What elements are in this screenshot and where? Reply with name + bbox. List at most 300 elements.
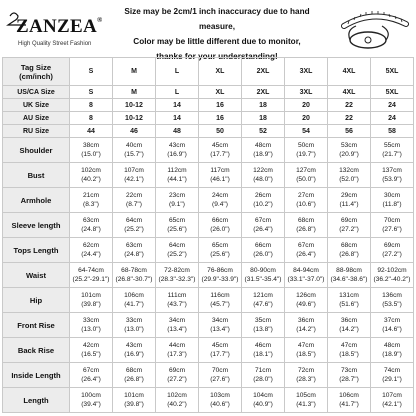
inch-value: (36.2"-40.2")	[373, 276, 411, 283]
cm-value: 62cm	[82, 242, 100, 249]
cm-value: 34cm	[168, 317, 186, 324]
inch-value: (10.2")	[253, 201, 273, 208]
inch-value: (29.9"-33.9")	[201, 276, 239, 283]
inch-value: (26.4")	[81, 376, 101, 383]
table-cell	[70, 138, 113, 163]
row-label: Shoulder	[3, 138, 70, 163]
cm-value: 23cm	[168, 192, 186, 199]
inch-value: (43.7")	[167, 301, 187, 308]
table-cell	[199, 388, 242, 413]
table-cell	[242, 338, 285, 363]
table-cell	[328, 163, 371, 188]
table-cell	[285, 388, 328, 413]
cm-value: 67cm	[297, 242, 315, 249]
cm-value: 74cm	[383, 367, 401, 374]
measurement-row	[3, 163, 414, 188]
measurement-row	[3, 188, 414, 213]
table-cell	[285, 238, 328, 263]
table-cell	[242, 388, 285, 413]
inch-value: (24.8")	[124, 251, 144, 258]
inch-value: (24.8")	[81, 226, 101, 233]
table-cell: 4XL	[328, 58, 371, 86]
row-label: Front Rise	[3, 313, 70, 338]
inch-value: (28.3"-32.3")	[158, 276, 196, 283]
row-label: Length	[3, 388, 70, 413]
cm-value: 122cm	[253, 167, 273, 174]
inch-value: (28.7")	[339, 376, 359, 383]
inch-value: (26.0")	[210, 226, 230, 233]
cm-value: 121cm	[253, 292, 273, 299]
brand-tagline: High Quality Street Fashion	[18, 41, 92, 47]
cm-value: 48cm	[254, 142, 272, 149]
row-label: AU Size	[3, 112, 70, 125]
cm-value: 72-82cm	[164, 267, 190, 274]
row-label: Tops Length	[3, 238, 70, 263]
cm-value: 66cm	[211, 217, 229, 224]
table-cell	[242, 138, 285, 163]
cm-value: 22cm	[125, 192, 143, 199]
inch-value: (26.4")	[296, 251, 316, 258]
inch-value: (51.6")	[339, 301, 359, 308]
cm-value: 107cm	[124, 167, 144, 174]
cm-value: 106cm	[124, 292, 144, 299]
row-label: Bust	[3, 163, 70, 188]
table-cell	[371, 138, 414, 163]
cm-value: 102cm	[167, 392, 187, 399]
table-cell	[242, 363, 285, 388]
table-cell	[70, 363, 113, 388]
inch-value: (42.1")	[124, 176, 144, 183]
inch-value: (25.2"-29.1")	[72, 276, 110, 283]
cm-value: 69cm	[340, 217, 358, 224]
inch-value: (26.8")	[124, 376, 144, 383]
table-cell	[371, 363, 414, 388]
cm-value: 55cm	[383, 142, 401, 149]
table-cell	[371, 188, 414, 213]
table-cell	[199, 363, 242, 388]
cm-value: 45cm	[211, 142, 229, 149]
cm-value: 116cm	[210, 292, 230, 299]
cm-value: 46cm	[254, 342, 272, 349]
cm-value: 101cm	[124, 392, 144, 399]
inch-value: (20.9")	[339, 151, 359, 158]
table-cell	[156, 338, 199, 363]
table-cell: 22	[328, 112, 371, 125]
inch-value: (14.6")	[382, 326, 402, 333]
inch-value: (52.0")	[339, 176, 359, 183]
inch-value: (40.2")	[167, 401, 187, 408]
inch-value: (26.8")	[339, 251, 359, 258]
cm-value: 33cm	[82, 317, 100, 324]
cm-value: 33cm	[125, 317, 143, 324]
cm-value: 76-86cm	[207, 267, 233, 274]
table-cell	[70, 263, 113, 288]
inch-value: (9.4")	[212, 201, 228, 208]
cm-value: 107cm	[382, 392, 402, 399]
inch-value: (13.4")	[210, 326, 230, 333]
table-cell	[156, 388, 199, 413]
table-cell	[199, 313, 242, 338]
table-cell	[328, 213, 371, 238]
inch-value: (46.1")	[210, 176, 230, 183]
table-cell: 8	[70, 112, 113, 125]
inch-value: (39.8")	[124, 401, 144, 408]
table-cell: 10-12	[113, 99, 156, 112]
inch-value: (13.0")	[81, 326, 101, 333]
cm-value: 131cm	[339, 292, 359, 299]
table-cell	[328, 363, 371, 388]
cm-value: 27cm	[297, 192, 315, 199]
table-cell	[371, 213, 414, 238]
brand-name: ZANZEA®	[16, 16, 103, 37]
table-cell: 16	[199, 112, 242, 125]
table-cell	[70, 188, 113, 213]
table-cell: 3XL	[285, 58, 328, 86]
cm-value: 100cm	[81, 392, 101, 399]
inch-value: (27.6")	[382, 226, 402, 233]
table-cell	[285, 263, 328, 288]
inch-value: (17.3")	[167, 351, 187, 358]
inch-value: (13.4")	[167, 326, 187, 333]
inch-value: (14.2")	[339, 326, 359, 333]
table-cell: 2XL	[242, 58, 285, 86]
table-cell	[70, 213, 113, 238]
inch-value: (10.6")	[296, 201, 316, 208]
table-cell: 58	[371, 125, 414, 138]
measurement-row	[3, 313, 414, 338]
table-cell: 4XL	[328, 86, 371, 99]
cm-value: 48cm	[383, 342, 401, 349]
inch-value: (28.0")	[253, 376, 273, 383]
inch-value: (41.7")	[124, 301, 144, 308]
table-cell: 20	[285, 112, 328, 125]
cm-value: 132cm	[339, 167, 359, 174]
table-cell	[199, 238, 242, 263]
inch-value: (16.5")	[81, 351, 101, 358]
table-cell	[242, 238, 285, 263]
measurement-row	[3, 263, 414, 288]
chart-header	[0, 0, 416, 61]
inch-value: (44.1")	[167, 176, 187, 183]
measurement-row	[3, 138, 414, 163]
row-label: Sleeve length	[3, 213, 70, 238]
inch-value: (13.8")	[253, 326, 273, 333]
cm-value: 68cm	[125, 367, 143, 374]
row-label: US/CA Size	[3, 86, 70, 99]
cm-value: 68cm	[340, 242, 358, 249]
inch-value: (33.1"-37.0")	[287, 276, 325, 283]
table-cell: 22	[328, 99, 371, 112]
cm-value: 47cm	[340, 342, 358, 349]
table-cell: 16	[199, 99, 242, 112]
size-code-row	[3, 99, 414, 112]
table-cell	[371, 388, 414, 413]
cm-value: 68cm	[297, 217, 315, 224]
table-cell	[242, 188, 285, 213]
cm-value: 65cm	[168, 217, 186, 224]
table-cell: 14	[156, 99, 199, 112]
inch-value: (26.4")	[253, 226, 273, 233]
cm-value: 29cm	[340, 192, 358, 199]
table-cell	[285, 338, 328, 363]
cm-value: 63cm	[82, 217, 100, 224]
cm-value: 127cm	[296, 167, 316, 174]
table-cell: 46	[113, 125, 156, 138]
inch-value: (34.6"-38.6")	[330, 276, 368, 283]
table-cell	[328, 238, 371, 263]
cm-value: 104cm	[253, 392, 273, 399]
size-notice	[108, 4, 326, 64]
table-cell	[113, 288, 156, 313]
table-cell	[113, 238, 156, 263]
row-label: Waist	[3, 263, 70, 288]
cm-value: 70cm	[383, 217, 401, 224]
row-label: Back Rise	[3, 338, 70, 363]
cm-value: 53cm	[340, 142, 358, 149]
inch-value: (11.4")	[339, 201, 359, 208]
measurement-row	[3, 338, 414, 363]
notice-line: thanks for your understanding!	[156, 52, 278, 61]
measurement-row	[3, 213, 414, 238]
table-cell: M	[113, 86, 156, 99]
inch-value: (48.0")	[253, 176, 273, 183]
inch-value: (21.7")	[382, 151, 402, 158]
cm-value: 69cm	[383, 242, 401, 249]
table-cell	[285, 313, 328, 338]
table-cell: 2XL	[242, 86, 285, 99]
table-cell	[70, 238, 113, 263]
table-cell	[199, 163, 242, 188]
table-cell	[113, 388, 156, 413]
table-cell	[199, 263, 242, 288]
measurement-row	[3, 288, 414, 313]
inch-value: (13.0")	[124, 326, 144, 333]
table-cell	[199, 213, 242, 238]
measurement-row	[3, 388, 414, 413]
notice-line: Size may be 2cm/1 inch inaccuracy due to hand measure,	[124, 7, 310, 31]
table-cell	[328, 388, 371, 413]
row-label: Tag Size (cm/inch)	[3, 58, 70, 86]
size-code-row	[3, 112, 414, 125]
cm-value: 66cm	[254, 242, 272, 249]
inch-value: (8.3")	[83, 201, 99, 208]
table-cell	[156, 313, 199, 338]
row-label: Armhole	[3, 188, 70, 213]
header-row	[3, 58, 414, 86]
table-cell	[113, 163, 156, 188]
table-cell	[156, 288, 199, 313]
size-code-row	[3, 125, 414, 138]
cm-value: 50cm	[297, 142, 315, 149]
inch-value: (47.6")	[253, 301, 273, 308]
table-cell: 3XL	[285, 86, 328, 99]
inch-value: (25.6")	[210, 251, 230, 258]
table-cell: 44	[70, 125, 113, 138]
cm-value: 34cm	[211, 317, 229, 324]
table-cell	[156, 188, 199, 213]
cm-value: 44cm	[168, 342, 186, 349]
inch-value: (8.7")	[126, 201, 142, 208]
row-label: RU Size	[3, 125, 70, 138]
inch-value: (16.9")	[124, 351, 144, 358]
row-label: UK Size	[3, 99, 70, 112]
cm-value: 137cm	[382, 167, 402, 174]
inch-value: (25.2")	[167, 251, 187, 258]
table-cell: L	[156, 86, 199, 99]
cm-value: 64cm	[125, 217, 143, 224]
size-code-row	[3, 86, 414, 99]
cm-value: 67cm	[82, 367, 100, 374]
inch-value: (27.2")	[339, 226, 359, 233]
inch-value: (40.6")	[210, 401, 230, 408]
table-cell	[70, 313, 113, 338]
inch-value: (11.8")	[382, 201, 402, 208]
inch-value: (39.4")	[81, 401, 101, 408]
table-cell: XL	[199, 86, 242, 99]
inch-value: (25.6")	[167, 226, 187, 233]
inch-value: (24.4")	[81, 251, 101, 258]
notice-line: Color may be little different due to monitor,	[133, 37, 301, 46]
inch-value: (39.8")	[81, 301, 101, 308]
inch-value: (18.9")	[382, 351, 402, 358]
inch-value: (49.6")	[296, 301, 316, 308]
cm-value: 45cm	[211, 342, 229, 349]
table-cell	[328, 138, 371, 163]
cm-value: 105cm	[296, 392, 316, 399]
table-cell	[285, 163, 328, 188]
table-cell	[328, 288, 371, 313]
table-cell: 54	[285, 125, 328, 138]
table-cell	[156, 138, 199, 163]
cm-value: 40cm	[125, 142, 143, 149]
table-cell: 5XL	[371, 86, 414, 99]
table-cell	[199, 288, 242, 313]
cm-value: 43cm	[125, 342, 143, 349]
inch-value: (41.7")	[339, 401, 359, 408]
cm-value: 36cm	[340, 317, 358, 324]
inch-value: (25.2")	[124, 226, 144, 233]
table-cell	[70, 288, 113, 313]
cm-value: 103cm	[210, 392, 230, 399]
table-cell	[156, 213, 199, 238]
row-label: Inside Length	[3, 363, 70, 388]
cm-value: 72cm	[297, 367, 315, 374]
cm-value: 64-74cm	[78, 267, 104, 274]
inch-value: (17.7")	[210, 151, 230, 158]
inch-value: (18.5")	[339, 351, 359, 358]
cm-value: 21cm	[82, 192, 100, 199]
table-cell	[156, 363, 199, 388]
table-cell	[242, 288, 285, 313]
cm-value: 36cm	[297, 317, 315, 324]
table-cell: S	[70, 86, 113, 99]
table-cell: L	[156, 58, 199, 86]
inch-value: (18.1")	[253, 351, 273, 358]
inch-value: (16.9")	[167, 151, 187, 158]
table-cell	[156, 238, 199, 263]
table-cell	[156, 163, 199, 188]
cm-value: 35cm	[254, 317, 272, 324]
table-cell	[70, 163, 113, 188]
inch-value: (26.0")	[253, 251, 273, 258]
cm-value: 70cm	[211, 367, 229, 374]
cm-value: 101cm	[81, 292, 101, 299]
cm-value: 80-90cm	[250, 267, 276, 274]
table-cell	[242, 313, 285, 338]
cm-value: 111cm	[167, 292, 187, 299]
table-cell	[199, 338, 242, 363]
inch-value: (53.9")	[382, 176, 402, 183]
inch-value: (17.7")	[210, 351, 230, 358]
table-cell	[285, 363, 328, 388]
table-cell: 5XL	[371, 58, 414, 86]
table-cell	[113, 338, 156, 363]
table-cell: 8	[70, 99, 113, 112]
table-cell	[328, 188, 371, 213]
inch-value: (45.7")	[210, 301, 230, 308]
inch-value: (26.8")	[296, 226, 316, 233]
table-cell	[285, 188, 328, 213]
table-cell	[199, 138, 242, 163]
table-cell	[285, 213, 328, 238]
inch-value: (18.9")	[253, 151, 273, 158]
cm-value: 73cm	[340, 367, 358, 374]
table-cell: XL	[199, 58, 242, 86]
table-cell	[113, 263, 156, 288]
table-cell: 14	[156, 112, 199, 125]
table-cell	[371, 288, 414, 313]
cm-value: 64cm	[168, 242, 186, 249]
cm-value: 106cm	[339, 392, 359, 399]
inch-value: (40.2")	[81, 176, 101, 183]
table-cell	[328, 263, 371, 288]
inch-value: (19.7")	[296, 151, 316, 158]
table-cell	[371, 163, 414, 188]
table-cell: 24	[371, 99, 414, 112]
table-cell	[156, 263, 199, 288]
table-cell	[113, 138, 156, 163]
table-cell	[242, 163, 285, 188]
inch-value: (14.2")	[296, 326, 316, 333]
measurement-row	[3, 238, 414, 263]
cm-value: 92-102cm	[377, 267, 407, 274]
cm-value: 30cm	[383, 192, 401, 199]
measuring-tape-icon	[338, 4, 412, 54]
cm-value: 102cm	[81, 167, 101, 174]
cm-value: 26cm	[254, 192, 272, 199]
table-cell: M	[113, 58, 156, 86]
table-cell: 10-12	[113, 112, 156, 125]
inch-value: (53.5")	[382, 301, 402, 308]
table-cell	[328, 313, 371, 338]
inch-value: (42.1")	[382, 401, 402, 408]
table-cell	[371, 263, 414, 288]
table-cell: 18	[242, 99, 285, 112]
inch-value: (50.0")	[296, 176, 316, 183]
cm-value: 68-78cm	[121, 267, 147, 274]
table-cell	[199, 188, 242, 213]
inch-value: (9.1")	[169, 201, 185, 208]
inch-value: (27.2")	[167, 376, 187, 383]
table-cell	[371, 238, 414, 263]
inch-value: (40.9")	[253, 401, 273, 408]
cm-value: 38cm	[82, 142, 100, 149]
inch-value: (28.3")	[296, 376, 316, 383]
cm-value: 69cm	[168, 367, 186, 374]
cm-value: 42cm	[82, 342, 100, 349]
cm-value: 71cm	[254, 367, 272, 374]
inch-value: (27.2")	[382, 251, 402, 258]
